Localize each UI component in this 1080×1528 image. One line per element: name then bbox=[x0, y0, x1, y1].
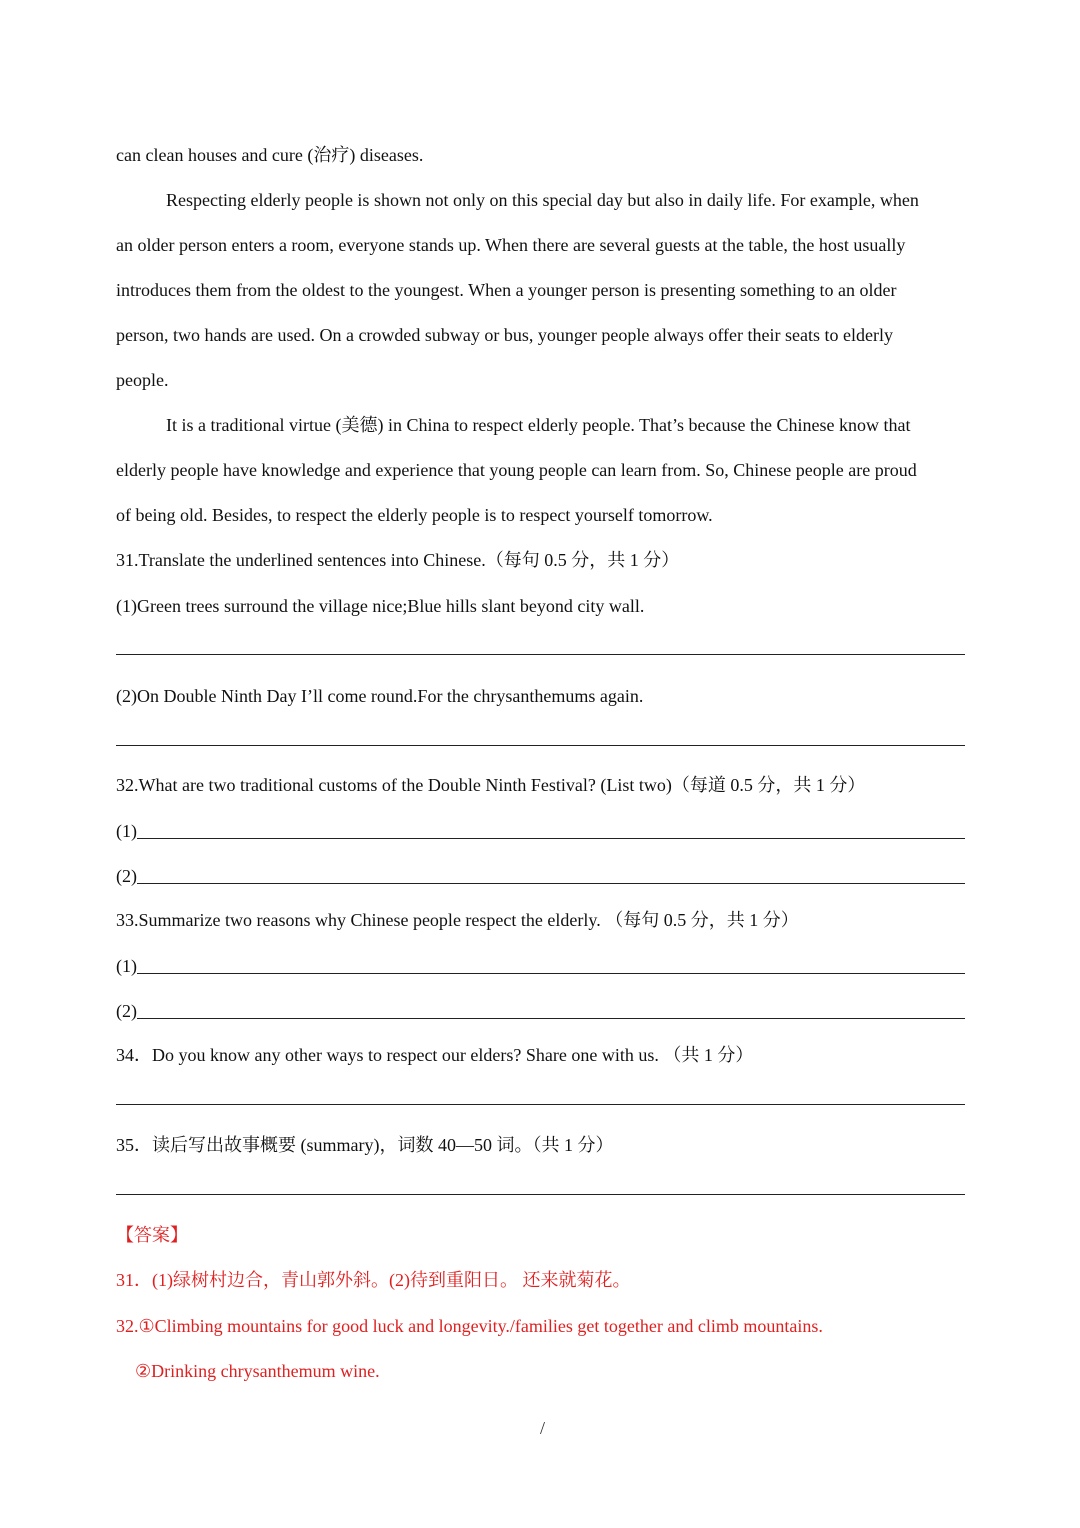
q32-blank-1-label: (1) bbox=[116, 821, 137, 841]
q32-title: 32.What are two traditional customs of the Double Ninth Festival? (List two)（每道 0.5 分，共 1 分） bbox=[116, 775, 866, 795]
passage-p1-line-5: people. bbox=[116, 370, 169, 390]
q33-blank-2-line[interactable] bbox=[137, 1017, 965, 1019]
q33-title: 33.Summarize two reasons why Chinese people respect the elderly. （每句 0.5 分，共 1 分） bbox=[116, 910, 799, 930]
passage-p1-line-2: an older person enters a room, everyone stands up. When there are several guests at the table, the host usually bbox=[116, 235, 906, 255]
q32-blank-1-line[interactable] bbox=[137, 837, 965, 839]
answer-heading: 【答案】 bbox=[116, 1225, 188, 1245]
passage-p2-line-1: It is a traditional virtue (美德) in China to respect elderly people. That’s because the Chinese know that bbox=[166, 415, 911, 435]
q35-title: 35．读后写出故事概要 (summary)，词数 40—50 词。（共 1 分） bbox=[116, 1135, 614, 1155]
passage-p1-line-4: person, two hands are used. On a crowded subway or bus, younger people always offer their seats to elderly bbox=[116, 325, 893, 345]
q32-blank-2-label: (2) bbox=[116, 866, 137, 886]
passage-p1-line-1: Respecting elderly people is shown not only on this special day but also in daily life. For example, when bbox=[166, 190, 919, 210]
q32-blank-2[interactable] bbox=[116, 864, 965, 888]
q33-blank-1-line[interactable] bbox=[137, 972, 965, 974]
q33-blank-1-label: (1) bbox=[116, 956, 137, 976]
q31-sentence-2: (2)On Double Ninth Day I’ll come round.For the chrysanthemums again. bbox=[116, 686, 644, 706]
passage-p2-line-3: of being old. Besides, to respect the elderly people is to respect yourself tomorrow. bbox=[116, 505, 713, 525]
q33-blank-2[interactable] bbox=[116, 999, 965, 1023]
passage-p2-line-2: elderly people have knowledge and experience that young people can learn from. So, Chinese people are proud bbox=[116, 460, 917, 480]
passage-line-0: can clean houses and cure (治疗) diseases. bbox=[116, 145, 424, 165]
answer-32-line-2: ②Drinking chrysanthemum wine. bbox=[135, 1361, 380, 1381]
q34-answer-line[interactable] bbox=[116, 1104, 965, 1105]
page-footer-mark: / bbox=[540, 1418, 546, 1438]
answer-32-line-1: 32.①Climbing mountains for good luck and longevity./families get together and climb mountains. bbox=[116, 1316, 823, 1336]
answer-31: 31．(1)绿树村边合，青山郭外斜。(2)待到重阳日。 还来就菊花。 bbox=[116, 1270, 631, 1290]
q33-blank-2-label: (2) bbox=[116, 1001, 137, 1021]
q31-answer-line-2[interactable] bbox=[116, 745, 965, 746]
q32-blank-1[interactable] bbox=[116, 819, 965, 843]
q35-answer-line[interactable] bbox=[116, 1194, 965, 1195]
q32-blank-2-line[interactable] bbox=[137, 882, 965, 884]
q31-sentence-1: (1)Green trees surround the village nice;Blue hills slant beyond city wall. bbox=[116, 596, 645, 616]
q31-answer-line-1[interactable] bbox=[116, 654, 965, 655]
q34-title: 34．Do you know any other ways to respect our elders? Share one with us. （共 1 分） bbox=[116, 1045, 754, 1065]
q33-blank-1[interactable] bbox=[116, 954, 965, 978]
q31-title: 31.Translate the underlined sentences into Chinese.（每句 0.5 分，共 1 分） bbox=[116, 550, 680, 570]
passage-p1-line-3: introduces them from the oldest to the youngest. When a younger person is presenting something to an older bbox=[116, 280, 897, 300]
